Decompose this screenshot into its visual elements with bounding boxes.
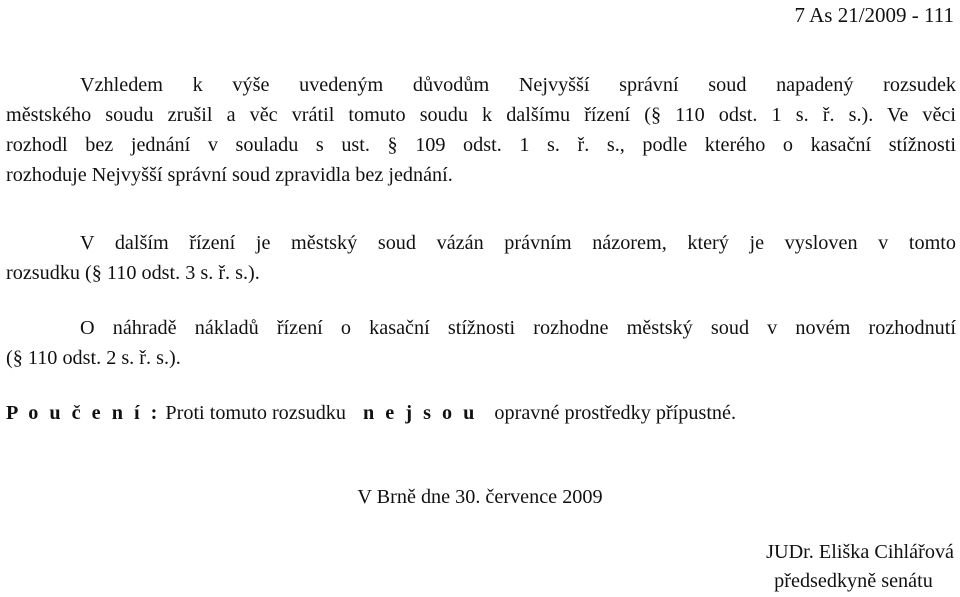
paragraph-1-line-2: městského soudu zrušil a věc vrátil tomuto soudu k dalšímu řízení (§ 110 odst. 1 s. ř. s.). Ve věci	[6, 104, 956, 126]
signatory-name: JUDr. Eliška Cihlářová	[766, 541, 954, 563]
signatory-role: předsedkyně senátu	[774, 570, 933, 592]
paragraph-3-line-2: (§ 110 odst. 2 s. ř. s.).	[6, 347, 181, 369]
notice-emphasis: n e j s o u	[363, 402, 478, 424]
place-and-date: V Brně dne 30. července 2009	[357, 486, 603, 508]
notice-label: P o u č e n í :	[6, 402, 161, 424]
legal-notice	[6, 398, 736, 428]
signature-block	[766, 538, 954, 596]
paragraph-1-line-1: Vzhledem k výše uvedeným důvodům Nejvyšší správní soud napadený rozsudek	[80, 74, 956, 96]
paragraph-3-line-1: O náhradě nákladů řízení o kasační stížnosti rozhodne městský soud v novém rozhodnutí	[80, 317, 956, 339]
paragraph-2-line-2: rozsudku (§ 110 odst. 3 s. ř. s.).	[6, 262, 260, 284]
paragraph-2-line-1: V dalším řízení je městský soud vázán právním názorem, který je vysloven v tomto	[80, 232, 956, 254]
paragraph-1-line-3: rozhodl bez jednání v souladu s ust. § 109 odst. 1 s. ř. s., podle kterého o kasační stížnosti	[6, 134, 956, 156]
notice-text-after: opravné prostředky přípustné.	[494, 402, 737, 424]
case-reference: 7 As 21/2009 - 111	[794, 3, 954, 27]
notice-text-before: Proti tomuto rozsudku	[165, 402, 346, 424]
paragraph-1-line-4: rozhoduje Nejvyšší správní soud zpravidla bez jednání.	[6, 164, 453, 186]
